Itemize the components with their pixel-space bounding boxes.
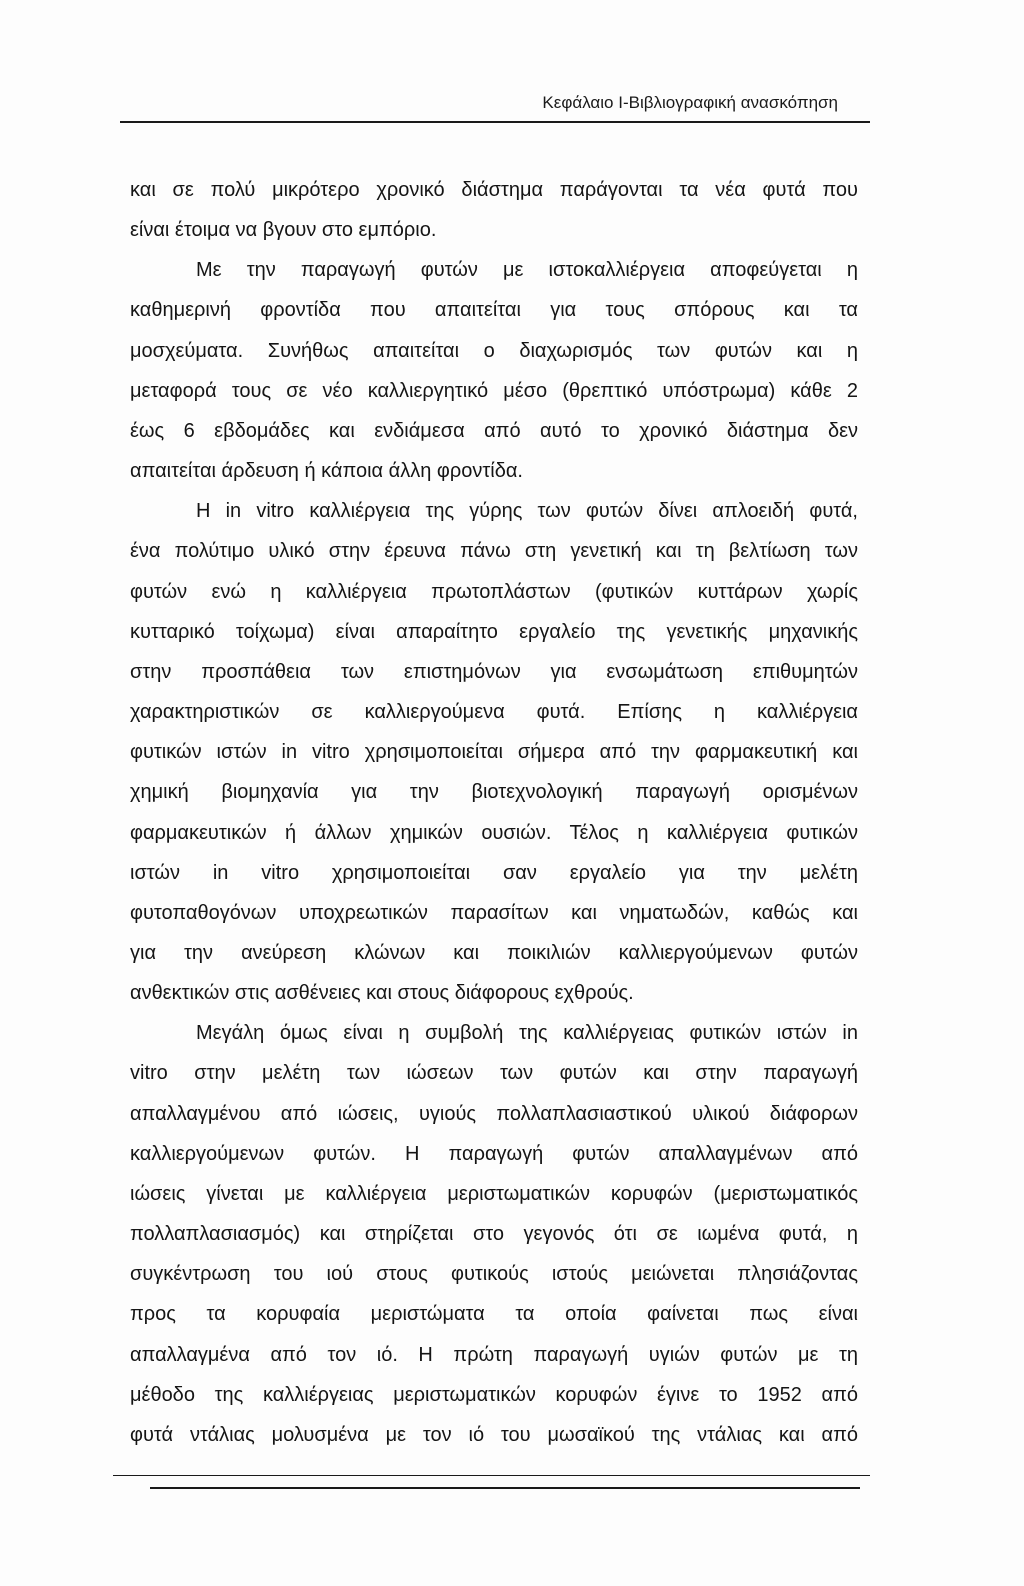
text-line: καθημερινή φροντίδα που απαιτείται για τους σπόρους και τα	[130, 299, 858, 322]
paragraph-in-vitro-uses	[130, 491, 858, 1013]
text-line: καλλιεργούμενων φυτών. Η παραγωγή φυτών απαλλαγμένων από	[130, 1142, 858, 1165]
text-line: φαρμακευτικών ή άλλων χημικών ουσιών. Τέλος η καλλιέργεια φυτικών	[130, 821, 858, 844]
text-line: vitro στην μελέτη των ιώσεων των φυτών και στην παραγωγή	[130, 1062, 858, 1085]
text-line: Μεγάλη όμως είναι η συμβολή της καλλιέργειας φυτικών ιστών in	[196, 1022, 858, 1045]
text-line: χαρακτηριστικών σε καλλιεργούμενα φυτά. Επίσης η καλλιέργεια	[130, 701, 858, 724]
text-line: για την ανεύρεση κλώνων και ποικιλιών καλλιεργούμενων φυτών	[130, 941, 858, 964]
text-line: ιώσεις γίνεται με καλλιέργεια μεριστωματικών κορυφών (μεριστωματικός	[130, 1182, 858, 1205]
text-line: απαλλαγμένα από τον ιό. Η πρώτη παραγωγή υγιών φυτών με τη	[130, 1343, 858, 1366]
text-line: Η in vitro καλλιέργεια της γύρης των φυτών δίνει απλοειδή φυτά,	[196, 500, 858, 523]
text-line: πολλαπλασιασμός) και στηρίζεται στο γεγονός ότι σε ιωμένα φυτά, η	[130, 1223, 858, 1246]
text-line: και σε πολύ μικρότερο χρονικό διάστημα παράγονται τα νέα φυτά που	[130, 179, 858, 201]
text-line: Με την παραγωγή φυτών με ιστοκαλλιέργεια αποφεύγεται η	[196, 259, 858, 282]
text-line: απαλλαγμένου από ιώσεις, υγιούς πολλαπλασιαστικού υλικού διάφορων	[130, 1102, 858, 1125]
text-line: μοσχεύματα. Συνήθως απαιτείται ο διαχωρισμός των φυτών και η	[130, 339, 858, 362]
paragraph-continued	[130, 170, 858, 250]
text-line: απαιτείται άρδευση ή κάποια άλλη φροντίδα.	[130, 460, 523, 483]
footer-rule	[113, 1475, 870, 1476]
text-line: φυτοπαθογόνων υποχρεωτικών παρασίτων και νηματωδών, καθώς και	[130, 901, 858, 924]
header-rule	[120, 121, 870, 123]
text-line: φυτά ντάλιας μολυσμένα με τον ιό του μωσαϊκού της ντάλιας και από	[130, 1423, 858, 1446]
text-line: στην προσπάθεια των επιστημόνων για ενσωμάτωση επιθυμητών	[130, 660, 858, 683]
text-line: ιστών in vitro χρησιμοποιείται σαν εργαλείο για την μελέτη	[130, 861, 858, 884]
running-header: Κεφάλαιο Ι-Βιβλιογραφική ανασκόπηση	[542, 93, 838, 112]
text-line: φυτών ενώ η καλλιέργεια πρωτοπλάστων (φυτικών κυττάρων χωρίς	[130, 580, 858, 603]
text-line: φυτικών ιστών in vitro χρησιμοποιείται σήμερα από την φαρμακευτική και	[130, 741, 858, 764]
footer-rule-double	[150, 1487, 860, 1489]
text-line: είναι έτοιμα να βγουν στο εμπόριο.	[130, 219, 437, 242]
text-line: μέθοδο της καλλιέργειας μεριστωματικών κορυφών έγινε το 1952 από	[130, 1383, 858, 1406]
text-line: ανθεκτικών στις ασθένειες και στους διάφορους εχθρούς.	[130, 982, 634, 1005]
body-text	[130, 170, 858, 1455]
paragraph-virus-free	[130, 1013, 858, 1455]
text-line: μεταφορά τους σε νέο καλλιεργητικό μέσο (θρεπτικό υπόστρωμα) κάθε 2	[130, 379, 858, 402]
text-line: χημική βιομηχανία για την βιοτεχνολογική παραγωγή ορισμένων	[130, 781, 858, 804]
text-line: συγκέντρωση του ιού στους φυτικούς ιστούς μειώνεται πλησιάζοντας	[130, 1263, 858, 1286]
text-line: έως 6 εβδομάδες και ενδιάμεσα από αυτό το χρονικό διάστημα δεν	[130, 419, 858, 442]
text-line: ένα πολύτιμο υλικό στην έρευνα πάνω στη γενετική και τη βελτίωση των	[130, 540, 858, 563]
text-line: κυτταρικό τοίχωμα) είναι απαραίτητο εργαλείο της γενετικής μηχανικής	[130, 620, 858, 643]
text-line: προς τα κορυφαία μεριστώματα τα οποία φαίνεται πως είναι	[130, 1303, 858, 1326]
paragraph-maintenance	[130, 250, 858, 491]
